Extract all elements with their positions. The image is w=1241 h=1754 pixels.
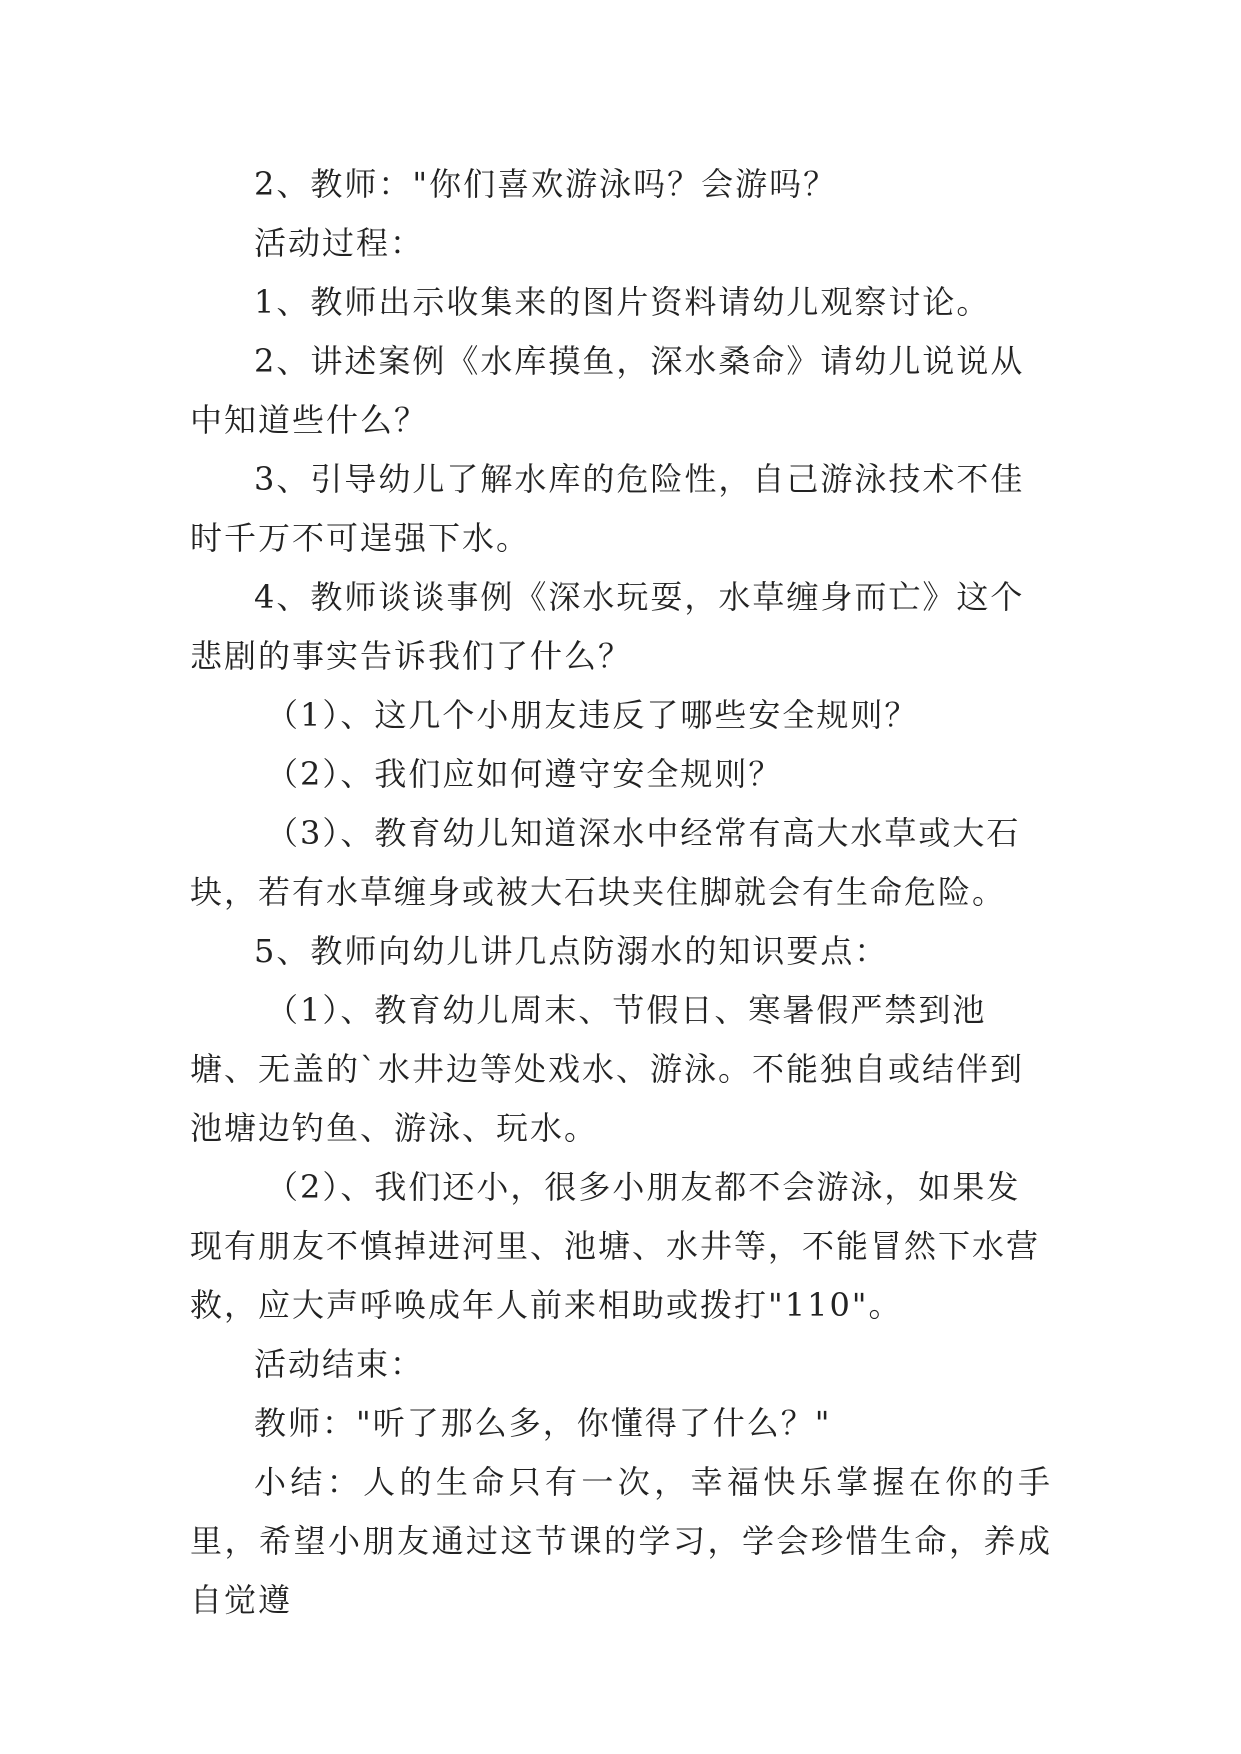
paragraph-step-5-sub-2: （2）、我们还小，很多小朋友都不会游泳，如果发现有朋友不慎掉进河里、池塘、水井等，不能冒然下水营救，应大声呼唤成年人前来相助或拨打"110"。: [190, 1168, 1041, 1324]
paragraph-step-5: 5、教师向幼儿讲几点防溺水的知识要点：: [254, 932, 889, 970]
paragraph-teacher-question: 2、教师："你们喜欢游泳吗？会游吗？: [254, 165, 838, 203]
paragraph-summary: 小结：人的生命只有一次，幸福快乐掌握在你的手里，希望小朋友通过这节课的学习，学会珍惜生命，养成自觉遵: [190, 1463, 1052, 1619]
paragraph-step-4: 4、教师谈谈事例《深水玩耍，水草缠身而亡》这个悲剧的事实告诉我们了什么？: [190, 578, 1025, 675]
heading-activity-process: 活动过程：: [254, 224, 425, 262]
paragraph-step-4-sub-1: （1）、这几个小朋友违反了哪些安全规则？: [266, 696, 919, 734]
paragraph-step-3: 3、引导幼儿了解水库的危险性，自己游泳技术不佳时千万不可逞强下水。: [190, 460, 1025, 557]
paragraph-step-4-sub-2: （2）、我们应如何遵守安全规则？: [266, 755, 783, 793]
paragraph-step-2: 2、讲述案例《水库摸鱼，深水桑命》请幼儿说说从中知道些什么？: [190, 342, 1025, 439]
heading-activity-end: 活动结束：: [254, 1345, 425, 1383]
document-body: [190, 155, 1052, 1630]
paragraph-step-4-sub-3: （3）、教育幼儿知道深水中经常有高大水草或大石块，若有水草缠身或被大石块夹住脚就会有生命危险。: [190, 814, 1021, 911]
paragraph-step-5-sub-1: （1）、教育幼儿周末、节假日、寒暑假严禁到池塘、无盖的`水井边等处戏水、游泳。不能独自或结伴到池塘边钓鱼、游泳、玩水。: [190, 991, 1025, 1147]
paragraph-step-1: 1、教师出示收集来的图片资料请幼儿观察讨论。: [254, 283, 991, 321]
paragraph-teacher-closing: 教师："听了那么多，你懂得了什么？": [254, 1404, 832, 1442]
